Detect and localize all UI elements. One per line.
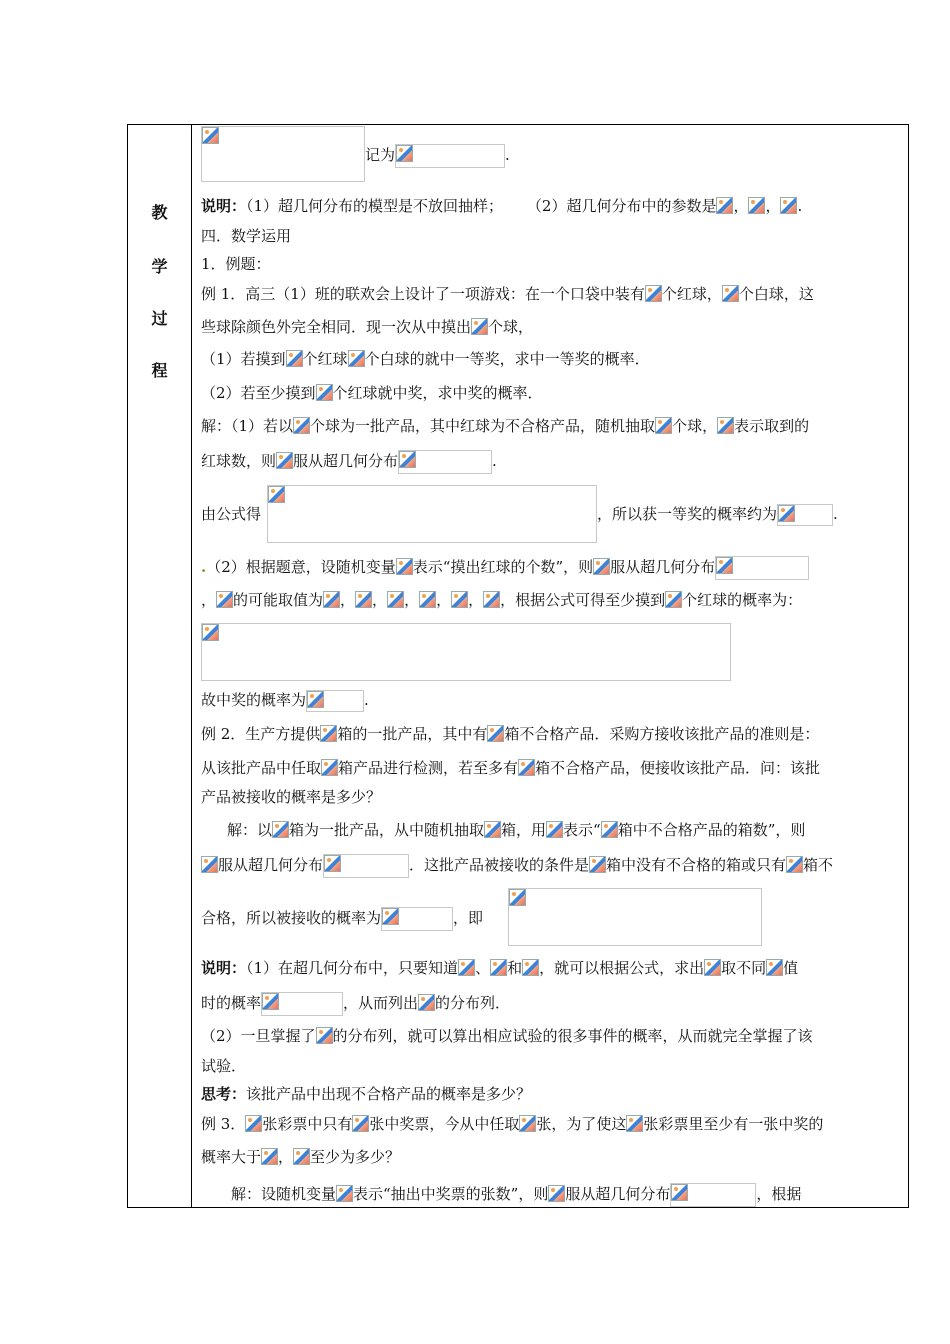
formula-image-icon <box>717 417 734 434</box>
formula-image-box <box>323 854 409 878</box>
formula-image-icon <box>593 558 610 575</box>
text: 个红球的概率为： <box>682 591 803 609</box>
side-label-char: 教 <box>151 203 168 222</box>
formula-image-icon <box>336 1185 353 1202</box>
text: 的分布列，就可以算出相应试验的很多事件的概率，从而就完全掌握了该 <box>332 1027 813 1045</box>
formula-image-icon <box>316 384 333 401</box>
solution-line <box>231 1183 801 1207</box>
text: 箱产品进行检测，若至多有 <box>338 759 519 777</box>
text: （2）根据题意，设随机变量 <box>206 558 396 576</box>
text: . <box>492 452 497 470</box>
text: 箱为一批产品，从中随机抽取 <box>289 821 485 839</box>
text: 个红球， <box>661 285 722 303</box>
text: 个红球 <box>302 350 348 368</box>
example-line <box>201 317 533 337</box>
text: ， <box>201 591 217 609</box>
formula-image-icon <box>451 591 468 608</box>
formula-image-icon <box>293 417 310 434</box>
text: ，根据 <box>756 1185 802 1203</box>
formula-image-icon <box>323 591 340 608</box>
text: 、 <box>475 959 491 977</box>
broken-image-icon <box>671 1184 688 1201</box>
broken-image-icon <box>202 624 219 641</box>
formula-image-icon <box>387 591 404 608</box>
broken-image-icon <box>324 855 341 872</box>
text: 合格，所以被接收的概率为 <box>201 909 382 927</box>
formula-line <box>267 485 597 543</box>
example-line <box>201 284 814 304</box>
text: 取不同 <box>721 959 767 977</box>
formula-image-icon <box>471 318 488 335</box>
text: ，从而列出 <box>343 994 419 1012</box>
text: 服从超几何分布 <box>218 856 324 874</box>
text: 些球除颜色外完全相同．现一次从中摸出 <box>201 318 472 336</box>
marker: . <box>201 558 207 576</box>
text: （1）超几何分布的模型是不放回抽样； <box>246 197 504 215</box>
solution-line <box>201 416 809 436</box>
text: ，就可以根据公式，求出 <box>539 959 705 977</box>
formula-image-icon <box>518 759 535 776</box>
note-line <box>201 1026 813 1046</box>
text: ， <box>278 1148 294 1166</box>
text: ， <box>340 591 356 609</box>
formula-image-icon <box>484 821 501 838</box>
formula-image-box <box>670 1183 756 1207</box>
formula-image-icon <box>216 591 233 608</box>
text: 解：设随机变量 <box>231 1185 337 1203</box>
text: 故中奖的概率为 <box>201 691 307 709</box>
formula-image-icon <box>272 821 289 838</box>
text: ， <box>733 197 749 215</box>
example-line <box>201 1114 823 1134</box>
text: ， <box>436 591 452 609</box>
broken-image-icon <box>382 908 399 925</box>
text: （2）若至少摸到 <box>201 384 316 402</box>
text: 个白球的就中一等奖，求中一等奖的概率． <box>364 350 650 368</box>
text: 值 <box>783 959 799 977</box>
formula-line <box>201 504 261 524</box>
text: 表示“ <box>563 821 601 839</box>
section-heading: 四．数学运用 <box>201 227 292 245</box>
formula-image-icon <box>286 350 303 367</box>
formula-image-icon <box>601 821 618 838</box>
note-line: 试验． <box>201 1057 247 1075</box>
note-line <box>201 992 510 1016</box>
formula-image-icon <box>626 1115 643 1132</box>
formula-image-box <box>201 623 731 681</box>
broken-image-icon <box>778 505 795 522</box>
text: . <box>505 146 510 164</box>
text: 张彩票中只有 <box>262 1115 353 1133</box>
text: 个红球就中奖，求中奖的概率． <box>332 384 543 402</box>
formula-image-box <box>306 690 364 712</box>
formula-image-icon <box>780 197 797 214</box>
text: 解：（1）若以 <box>201 417 294 435</box>
text: 至少为多少？ <box>310 1148 401 1166</box>
text: ， <box>468 591 484 609</box>
formula-image-box <box>267 485 597 543</box>
formula-image-icon <box>245 1115 262 1132</box>
formula-image-icon <box>419 591 436 608</box>
text: 服从超几何分布 <box>293 452 399 470</box>
formula-image-icon <box>722 285 739 302</box>
text: ．这批产品被接收的条件是 <box>409 856 590 874</box>
formula-image-icon <box>704 959 721 976</box>
formula-image-icon <box>589 856 606 873</box>
solution-line <box>201 590 802 610</box>
formula-line <box>597 504 838 526</box>
formula-image-box <box>398 450 492 474</box>
note-label: 说明： <box>201 197 247 215</box>
example-line <box>201 758 820 778</box>
formula-line <box>508 888 762 946</box>
table-column-divider <box>191 124 192 1208</box>
text: 表示“摸出红球的个数”，则 <box>412 558 594 576</box>
text: 个球， <box>672 417 718 435</box>
solution-line <box>201 907 483 931</box>
formula-image-box <box>715 556 809 580</box>
text: 箱，用 <box>501 821 547 839</box>
text: 的分布列． <box>435 994 511 1012</box>
formula-image-icon <box>519 1115 536 1132</box>
formula-image-box <box>508 888 762 946</box>
solution-line <box>227 820 805 840</box>
formula-image-icon <box>418 994 435 1011</box>
text: 个球为一批产品，其中红球为不合格产品，随机抽取 <box>310 417 656 435</box>
formula-image-icon <box>320 725 337 742</box>
formula-image-icon <box>261 1148 278 1165</box>
text: ， <box>404 591 420 609</box>
text: 箱中不合格产品的箱数”，则 <box>617 821 806 839</box>
text: . <box>797 197 803 215</box>
formula-image-icon <box>716 197 733 214</box>
note-line <box>201 958 798 978</box>
broken-image-icon <box>268 486 285 503</box>
text: ，即 <box>453 909 484 927</box>
formula-image-icon <box>645 285 662 302</box>
side-label-char: 程 <box>151 361 168 380</box>
text: 箱不合格产品，便接收该批产品．问：该批 <box>535 759 821 777</box>
solution-line <box>201 556 809 580</box>
broken-image-icon <box>262 993 279 1010</box>
text: 从该批产品中任取 <box>201 759 322 777</box>
text: 表示取到的 <box>734 417 810 435</box>
formula-image-icon <box>321 759 338 776</box>
text: 例 1．高三（1）班的联欢会上设计了一项游戏：在一个口袋中装有 <box>201 285 645 303</box>
broken-image-icon <box>202 127 219 144</box>
example-line <box>201 724 819 744</box>
formula-image-icon <box>546 821 563 838</box>
formula-image-icon <box>786 856 803 873</box>
formula-image-icon <box>655 417 672 434</box>
example-line: 产品被接收的概率是多少？ <box>201 788 382 806</box>
text: 红球数，则 <box>201 452 277 470</box>
subsection-heading: 1．例题： <box>201 255 271 273</box>
formula-image-icon <box>665 591 682 608</box>
text: （2）超几何分布中的参数是 <box>526 197 717 215</box>
text: 箱中没有不合格的箱或只有 <box>606 856 787 874</box>
formula-image-icon <box>522 959 539 976</box>
text: 该批产品中出现不合格产品的概率是多少？ <box>246 1085 532 1103</box>
side-label-char: 学 <box>151 257 168 276</box>
formula-line <box>201 126 365 182</box>
text: 个白球，这 <box>738 285 814 303</box>
text: 表示“抽出中奖票的张数”，则 <box>353 1185 549 1203</box>
text: 时的概率 <box>201 994 262 1012</box>
text: 箱不合格产品．采购方接收该批产品的准则是： <box>504 725 820 743</box>
formula-image-box <box>395 144 505 168</box>
formula-image-icon <box>352 1115 369 1132</box>
text: 例 2．生产方提供 <box>201 725 321 743</box>
formula-image-icon <box>766 959 783 976</box>
text: （2）一旦掌握了 <box>201 1027 316 1045</box>
formula-image-icon <box>458 959 475 976</box>
formula-image-icon <box>483 591 500 608</box>
text: 概率大于 <box>201 1148 262 1166</box>
formula-image-icon <box>748 197 765 214</box>
text: ，根据公式可得至少摸到 <box>500 591 666 609</box>
note-label: 说明： <box>201 959 247 977</box>
formula-image-icon <box>201 856 218 873</box>
formula-line <box>201 623 731 681</box>
text: 的可能取值为 <box>233 591 324 609</box>
formula-image-icon <box>396 558 413 575</box>
broken-image-icon <box>509 889 526 906</box>
formula-image-box <box>381 907 453 931</box>
formula-image-icon <box>316 1027 333 1044</box>
text: 和 <box>507 959 523 977</box>
example-line <box>201 1147 400 1167</box>
formula-image-icon <box>355 591 372 608</box>
text: ， <box>765 197 781 215</box>
solution-line <box>201 450 497 474</box>
text: 箱不 <box>803 856 834 874</box>
formula-image-icon <box>348 350 365 367</box>
formula-image-icon <box>276 452 293 469</box>
text: 解：以 <box>227 821 273 839</box>
solution-line <box>201 690 369 712</box>
notation-line <box>365 144 510 168</box>
broken-image-icon <box>307 691 324 708</box>
broken-image-icon <box>716 557 733 574</box>
text: （1）若摸到 <box>201 350 286 368</box>
solution-line <box>201 854 833 878</box>
question-line <box>201 383 543 403</box>
formula-image-icon <box>293 1148 310 1165</box>
text: 箱的一批产品，其中有 <box>337 725 488 743</box>
formula-image-box <box>777 504 833 526</box>
broken-image-icon <box>399 451 416 468</box>
side-label-char: 过 <box>151 309 168 328</box>
text: 由公式得 <box>201 505 262 523</box>
think-label: 思考： <box>201 1085 247 1103</box>
text: 例 3． <box>201 1115 246 1133</box>
broken-image-icon <box>396 145 413 162</box>
text: 张中奖票，今从中任取 <box>369 1115 520 1133</box>
formula-image-box <box>201 126 365 182</box>
text: 服从超几何分布 <box>610 558 716 576</box>
text: ， <box>372 591 388 609</box>
formula-image-box <box>261 992 343 1016</box>
text: . <box>833 505 838 523</box>
formula-image-icon <box>490 959 507 976</box>
text: ，所以获一等奖的概率约为 <box>597 505 778 523</box>
formula-image-icon <box>548 1185 565 1202</box>
text: . <box>364 691 369 709</box>
formula-image-icon <box>487 725 504 742</box>
note-line <box>201 196 802 216</box>
text: 个球， <box>488 318 534 336</box>
question-line <box>201 349 650 369</box>
text: 张，为了使这 <box>536 1115 627 1133</box>
text: （1）在超几何分布中，只要知道 <box>246 959 459 977</box>
think-line <box>201 1084 531 1104</box>
text: 张彩票里至少有一张中奖的 <box>643 1115 824 1133</box>
text: 服从超几何分布 <box>565 1185 671 1203</box>
text: 记为 <box>365 146 396 164</box>
